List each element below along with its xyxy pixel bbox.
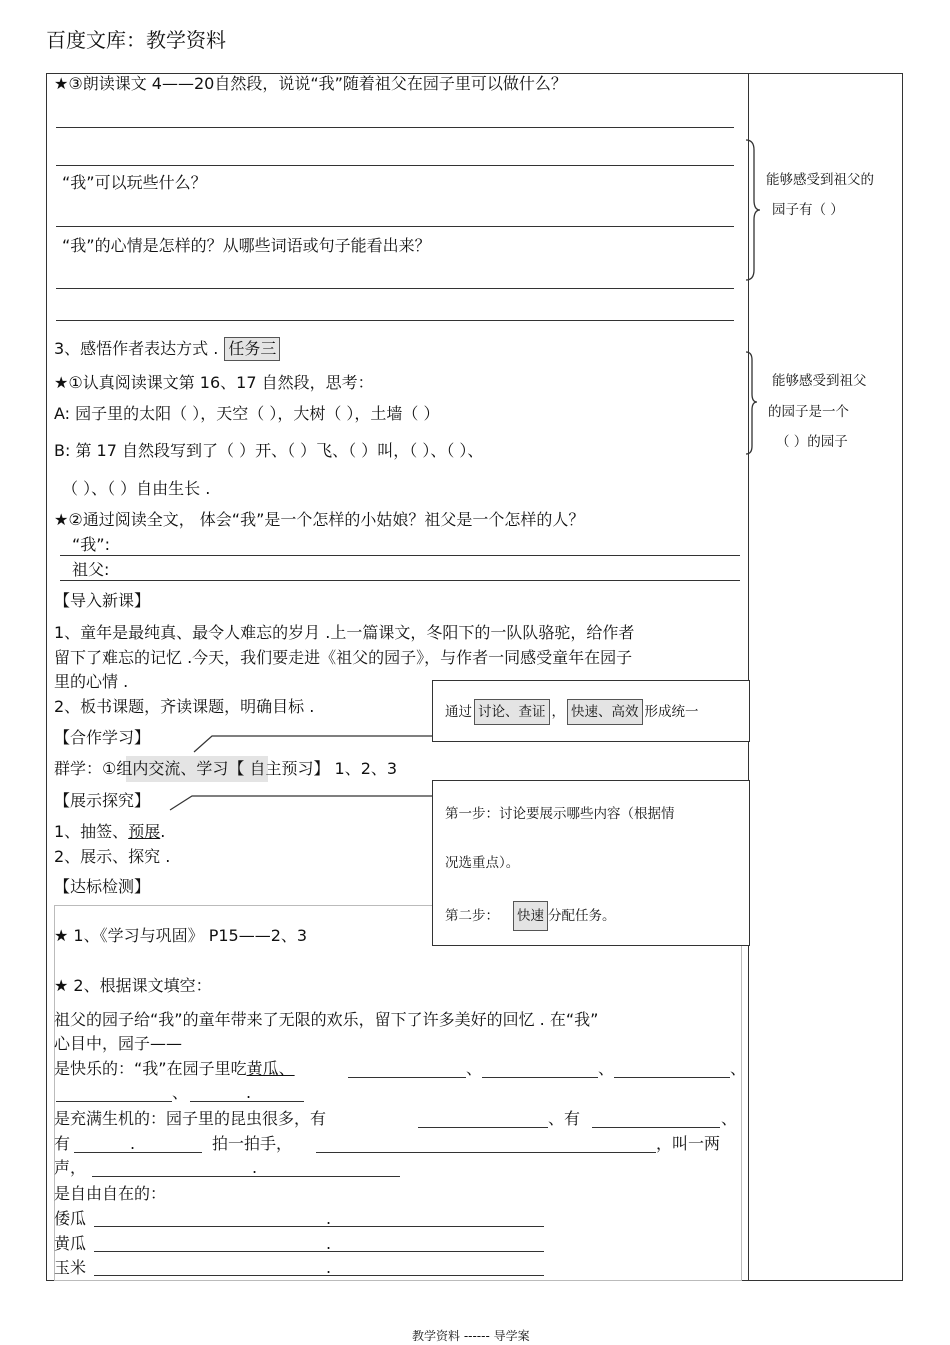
callout-box-2 xyxy=(432,780,750,946)
fill-6-a: 有 xyxy=(54,1134,71,1153)
callout-box-1 xyxy=(432,680,750,742)
right-brace-1 xyxy=(746,140,760,280)
answer-line xyxy=(56,127,734,128)
side-note-2-line-1: 能够感受到祖父 xyxy=(772,373,867,389)
answer-line xyxy=(56,320,734,321)
intro-line-2: 留下了难忘的记忆 .今天，我们要走进《祖父的园子》，与作者一同感受童年在园子 xyxy=(54,648,633,667)
fill-6-d: ，叫一两 xyxy=(656,1134,721,1153)
row-squash-dot: . xyxy=(326,1209,332,1228)
blank-line xyxy=(348,1077,466,1078)
explore-line-2: 2、展示、探究 . xyxy=(54,847,171,866)
blank-line xyxy=(94,1251,544,1252)
intro-line-4: 2、板书课题，齐读课题，明确目标 . xyxy=(54,697,315,716)
cooperation-prefix: 群学：① xyxy=(54,759,117,778)
fill-3-sep-1: 、 xyxy=(466,1059,483,1078)
fast-tag: 快速 xyxy=(513,901,548,931)
blank-line xyxy=(482,1077,598,1078)
blank-line xyxy=(94,1275,544,1276)
side-note-1-line-1: 能够感受到祖父的 xyxy=(766,172,874,188)
section-3-label: 3、感悟作者表达方式 . xyxy=(54,339,219,358)
fill-line-1: 祖父的园子给“我”的童年带来了无限的欢乐，留下了许多美好的回忆 . 在“我” xyxy=(54,1010,599,1029)
callout-2-step-1-cont: 况选重点）。 xyxy=(445,855,520,871)
explore-1-suffix: . xyxy=(160,822,166,841)
brace-graphics xyxy=(740,138,762,458)
question-3: ★③朗读课文 4——20自然段，说说“我”随着祖父在园子里可以做什么？ xyxy=(54,74,567,93)
row-squash: 倭瓜 xyxy=(54,1209,87,1228)
row-corn: 玉米 xyxy=(54,1258,87,1277)
callout-pointer-2 xyxy=(170,796,432,810)
page-header-title: 百度文库：教学资料 xyxy=(46,28,226,52)
side-note-1-line-2: 园子有（ ） xyxy=(772,202,844,218)
side-note-2-line-2: 的园子是一个 xyxy=(768,404,849,420)
callout-2-step-2 xyxy=(445,901,616,931)
fill-3-sep-2: 、 xyxy=(598,1059,615,1078)
callout-2-step-2-prefix: 第二步： xyxy=(445,908,499,924)
explore-1-underlined: 预展 xyxy=(128,822,161,841)
right-brace-2 xyxy=(746,352,757,454)
intro-heading: 【导入新课】 xyxy=(54,591,151,610)
intro-line-3: 里的心情 . xyxy=(54,672,129,691)
answer-line xyxy=(56,288,734,289)
discuss-verify-tag: 讨论、查证 xyxy=(474,699,550,725)
task-2-grandpa: 祖父: xyxy=(72,560,110,579)
cooperation-suffix: 自主预习】 1、2、3 xyxy=(244,759,398,778)
blank-line xyxy=(56,1101,172,1102)
row-cucumber-dot: . xyxy=(326,1234,332,1253)
explore-heading: 【展示探究】 xyxy=(54,791,151,810)
answer-line xyxy=(56,165,734,166)
test-item-1: ★ 1、《学习与巩固》 P15——2、3 xyxy=(54,926,308,945)
fill-3-cucumber: 黄瓜、 xyxy=(246,1059,295,1078)
fill-4-sep: 、 xyxy=(172,1083,189,1102)
answer-line xyxy=(60,580,740,581)
task-three-tag: 任务三 xyxy=(224,337,280,361)
task-1c: （ ）、（ ）自由生长 . xyxy=(62,479,211,498)
blank-line xyxy=(92,1176,400,1177)
callout-2-step-2-suffix: 分配任务。 xyxy=(548,908,616,924)
task-1b: B: 第 17 自然段写到了（ ）开、（ ）飞、（ ）叫，（ ）、（ ）、 xyxy=(54,441,484,460)
row-cucumber: 黄瓜 xyxy=(54,1234,87,1253)
callout-1-suffix: 形成统一 xyxy=(644,704,699,720)
answer-line xyxy=(56,226,734,227)
fast-efficient-tag: 快速、高效 xyxy=(567,699,643,725)
blank-line xyxy=(74,1152,202,1153)
blank-line xyxy=(592,1127,720,1128)
task-1a: A: 园子里的太阳（ ），天空（ ），大树（ ），土墙（ ） xyxy=(54,404,440,423)
task-2: ★②通过阅读全文， 体会“我”是一个怎样的小姑娘？祖父是一个怎样的人？ xyxy=(54,510,585,529)
intro-line-1: 1、童年是最纯真、最令人难忘的岁月 .上一篇课文，冬阳下的一队队骆驼，给作者 xyxy=(54,623,635,642)
callout-pointer-1 xyxy=(194,736,432,752)
side-note-2-line-3: （ ）的园子 xyxy=(776,434,848,450)
fill-5-end: 、 xyxy=(721,1109,738,1128)
fill-line-2: 心目中，园子—— xyxy=(54,1034,183,1053)
fill-5-mid: 、有 xyxy=(548,1109,581,1128)
question-3b: “我”的心情是怎样的？从哪些词语或句子能看出来？ xyxy=(62,236,431,255)
fill-3-sep-3: 、 xyxy=(730,1059,747,1078)
task-2-me: “我”: xyxy=(72,535,110,554)
callout-1-text xyxy=(445,699,699,725)
blank-line xyxy=(94,1226,544,1227)
cooperation-heading: 【合作学习】 xyxy=(54,728,151,747)
page-footer: 教学资料 ------ 导学案 xyxy=(412,1329,530,1343)
answer-line xyxy=(60,555,740,556)
row-corn-dot: . xyxy=(326,1258,332,1277)
fill-6-b: . xyxy=(130,1134,136,1153)
section-3-heading xyxy=(54,337,280,361)
fill-line-3 xyxy=(54,1059,295,1079)
task-1: ★①认真阅读课文第 16、17 自然段，思考： xyxy=(54,373,374,392)
explore-1-prefix: 1、抽签、 xyxy=(54,822,129,841)
callout-2-step-1: 第一步：讨论要展示哪些内容（根据情 xyxy=(445,806,675,822)
fill-7-b: . xyxy=(252,1158,258,1177)
fill-line-5: 是充满生机的：园子里的昆虫很多，有 xyxy=(54,1109,327,1128)
explore-line-1 xyxy=(54,822,165,842)
test-box xyxy=(54,905,742,1281)
fill-7-a: 声， xyxy=(54,1158,87,1177)
test-heading: 【达标检测】 xyxy=(54,877,151,896)
blank-line xyxy=(418,1127,548,1128)
fill-3-prefix: 是快乐的：“我”在园子里吃 xyxy=(54,1059,247,1078)
blank-line xyxy=(316,1152,656,1153)
question-3a: “我”可以玩些什么？ xyxy=(62,173,207,192)
fill-6-c: 拍一拍手， xyxy=(212,1134,293,1153)
callout-connectors xyxy=(160,720,440,820)
blank-line xyxy=(614,1077,730,1078)
callout-1-prefix: 通过 xyxy=(445,704,472,720)
fill-4-end: . xyxy=(246,1083,252,1102)
test-item-2: ★ 2、根据课文填空： xyxy=(54,976,212,995)
callout-1-separator: ， xyxy=(551,704,565,720)
cooperation-highlight: 组内交流、学习【 xyxy=(116,759,245,778)
fill-line-8: 是自由自在的： xyxy=(54,1184,167,1203)
